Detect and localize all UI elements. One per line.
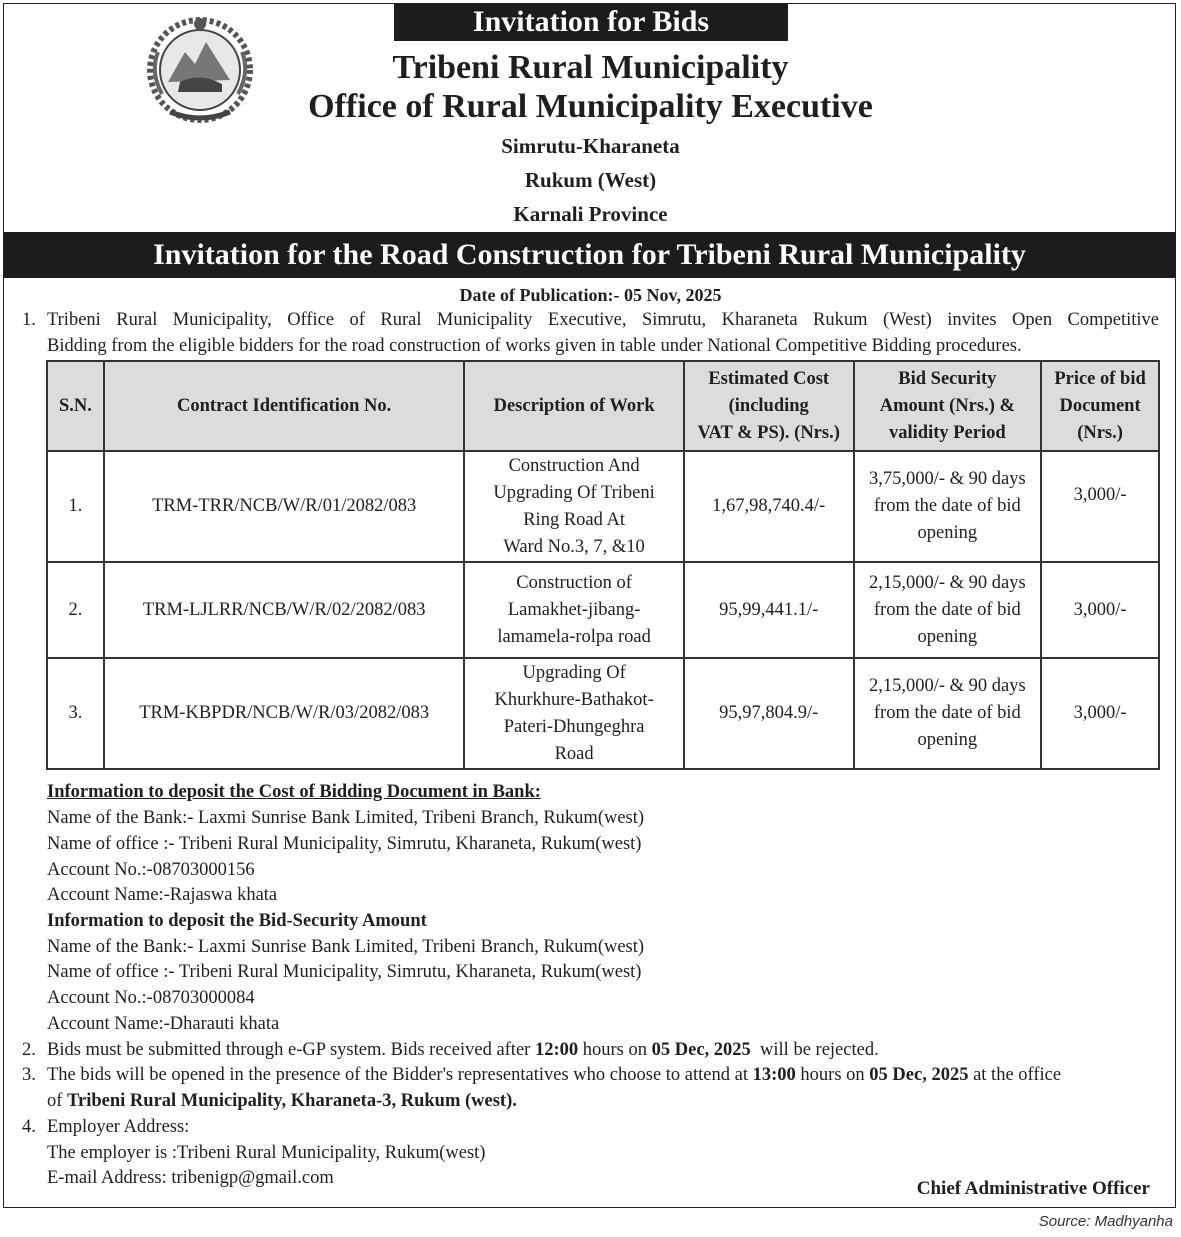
address-line: Rukum (West) — [524, 168, 657, 192]
opening-place: Tribeni Rural Municipality, Kharaneta-3, Rukum (west). — [67, 1091, 517, 1111]
bank-doc-office: Name of office :- Tribeni Rural Municipality, Simrutu, Kharaneta, Rukum(west) — [47, 834, 642, 854]
header-description: Description of Work — [464, 361, 683, 451]
item-2-part: Bids must be submitted through e-GP system. Bids received after — [47, 1040, 535, 1060]
bank-security-heading: Information to deposit the Bid-Security Amount — [47, 911, 427, 931]
description-line: Khurkhure-Bathakot- — [494, 689, 654, 710]
header-cost-line: Estimated Cost — [708, 368, 830, 389]
security-line: from the date of bid — [873, 599, 1021, 620]
office-name: Office of Rural Municipality Executive — [308, 88, 873, 125]
table-row — [47, 451, 1159, 562]
employer-name: The employer is :Tribeni Rural Municipality, Rukum(west) — [47, 1143, 486, 1163]
employer-email: E-mail Address: tribenigp@gmail.com — [47, 1168, 334, 1188]
item-3-part: at the office — [968, 1065, 1062, 1085]
cell-price: 3,000/- — [1041, 562, 1159, 658]
cell-cost: 95,97,804.9/- — [684, 658, 854, 769]
item-3-part: hours on — [795, 1065, 870, 1085]
cell-price: 3,000/- — [1041, 451, 1159, 562]
submission-time: 12:00 — [534, 1040, 579, 1060]
cell-cost: 95,99,441.1/- — [684, 562, 854, 658]
item-1-line: Tribeni Rural Municipality, Office of Rural Municipality Executive, Simrutu, Kharaneta Rukum (West) invites Open Competitive — [47, 310, 1159, 330]
address-line: Simrutu-Kharaneta — [501, 134, 680, 158]
item-3-text — [47, 1062, 1061, 1088]
bank-doc-heading: Information to deposit the Cost of Bidding Document in Bank: — [47, 782, 541, 802]
header-cost — [684, 361, 854, 451]
header-contract: Contract Identification No. — [104, 361, 464, 451]
description-line: Road — [554, 743, 594, 764]
item-1-text — [47, 307, 1159, 359]
header-security-line: validity Period — [889, 422, 1006, 443]
description-line: Upgrading Of Tribeni — [493, 482, 655, 503]
security-line: opening — [917, 523, 978, 543]
item-number: 1. — [22, 310, 36, 330]
description-line: Construction And — [508, 455, 640, 476]
cell-price: 3,000/- — [1041, 658, 1159, 769]
security-line: opening — [917, 730, 978, 750]
header-price — [1041, 361, 1159, 451]
employer-title: Employer Address: — [47, 1117, 190, 1137]
opening-date: 05 Dec, 2025 — [869, 1065, 969, 1085]
item-number: 3. — [22, 1065, 36, 1085]
bank-doc-account-no: Account No.:-08703000156 — [47, 860, 255, 880]
bank-security-account-name: Account Name:-Dharauti khata — [47, 1014, 280, 1034]
cell-cost: 1,67,98,740.4/- — [684, 451, 854, 562]
table-row — [47, 658, 1159, 769]
security-line: from the date of bid — [873, 496, 1021, 516]
security-line: from the date of bid — [873, 703, 1021, 723]
item-1-line: Bidding from the eligible bidders for the road construction of works given in table under National Competitive Bidding procedures. — [47, 336, 1022, 356]
item-2-part: hours on — [578, 1040, 652, 1060]
item-3-text-line2 — [47, 1088, 517, 1114]
security-line: 3,75,000/- & 90 days — [868, 469, 1026, 489]
bids-table — [46, 360, 1160, 770]
description-line: lamamela-rolpa road — [497, 626, 651, 647]
item-3-part: of — [47, 1091, 68, 1111]
signatory-title: Chief Administrative Officer — [916, 1178, 1150, 1199]
item-number: 4. — [22, 1117, 36, 1137]
description-line: Upgrading Of — [522, 662, 626, 683]
bank-doc-account-name: Account Name:-Rajaswa khata — [47, 885, 278, 905]
header-price-line: (Nrs.) — [1077, 422, 1123, 443]
item-number: 2. — [22, 1040, 36, 1060]
bank-doc-bank: Name of the Bank:- Laxmi Sunrise Bank Limited, Tribeni Branch, Rukum(west) — [47, 808, 645, 828]
cell-sn: 2. — [47, 562, 104, 658]
cell-security — [854, 658, 1042, 769]
item-2-text — [47, 1037, 879, 1063]
cell-description — [464, 451, 683, 562]
cell-contract: TRM-KBPDR/NCB/W/R/03/2082/083 — [104, 658, 464, 769]
security-line: 2,15,000/- & 90 days — [868, 676, 1026, 696]
table-row — [47, 562, 1159, 658]
description-line: Construction of — [516, 572, 632, 593]
municipality-name: Tribeni Rural Municipality — [392, 49, 789, 86]
publication-date: Date of Publication:- 05 Nov, 2025 — [459, 285, 722, 305]
header-sn: S.N. — [47, 361, 104, 451]
address-line: Karnali Province — [513, 202, 668, 226]
description-line: Ring Road At — [523, 509, 625, 530]
description-line: Ward No.3, 7, &10 — [503, 536, 645, 557]
description-line: Lamakhet-jibang- — [507, 599, 641, 620]
header-cost-line: (including — [728, 395, 809, 416]
header-security-line: Amount (Nrs.) & — [879, 395, 1015, 416]
item-3-part: The bids will be opened in the presence of the Bidder's representatives who choose to attend at — [47, 1065, 753, 1085]
cell-security — [854, 562, 1042, 658]
security-line: 2,15,000/- & 90 days — [868, 572, 1026, 593]
submission-date: 05 Dec, 2025 — [651, 1040, 751, 1060]
opening-time: 13:00 — [752, 1065, 796, 1085]
cell-contract: TRM-LJLRR/NCB/W/R/02/2082/083 — [104, 562, 464, 658]
bank-security-account-no: Account No.:-08703000084 — [47, 988, 255, 1008]
table-header-row — [47, 361, 1159, 451]
bank-security-bank: Name of the Bank:- Laxmi Sunrise Bank Limited, Tribeni Branch, Rukum(west) — [47, 937, 645, 957]
cell-sn: 3. — [47, 658, 104, 769]
bank-security-office: Name of office :- Tribeni Rural Municipality, Simrutu, Kharaneta, Rukum(west) — [47, 962, 642, 982]
header-security-line: Bid Security — [898, 368, 997, 389]
cell-contract: TRM-TRR/NCB/W/R/01/2082/083 — [104, 451, 464, 562]
item-2-part: will be rejected. — [750, 1040, 879, 1060]
header-price-line: Price of bid — [1054, 368, 1146, 389]
cell-description — [464, 658, 683, 769]
cell-description — [464, 562, 683, 658]
source-credit: Source: Madhyanha — [1038, 1213, 1173, 1230]
notice-badge: Invitation for Bids — [394, 3, 788, 41]
header-price-line: Document — [1059, 395, 1141, 416]
header-cost-line: VAT & PS). (Nrs.) — [697, 422, 840, 443]
notice-banner: Invitation for the Road Construction for Tribeni Rural Municipality — [3, 232, 1176, 278]
description-line: Pateri-Dhungeghra — [503, 716, 645, 737]
header-security — [854, 361, 1042, 451]
cell-security — [854, 451, 1042, 562]
cell-sn: 1. — [47, 451, 104, 562]
security-line: opening — [917, 626, 978, 647]
